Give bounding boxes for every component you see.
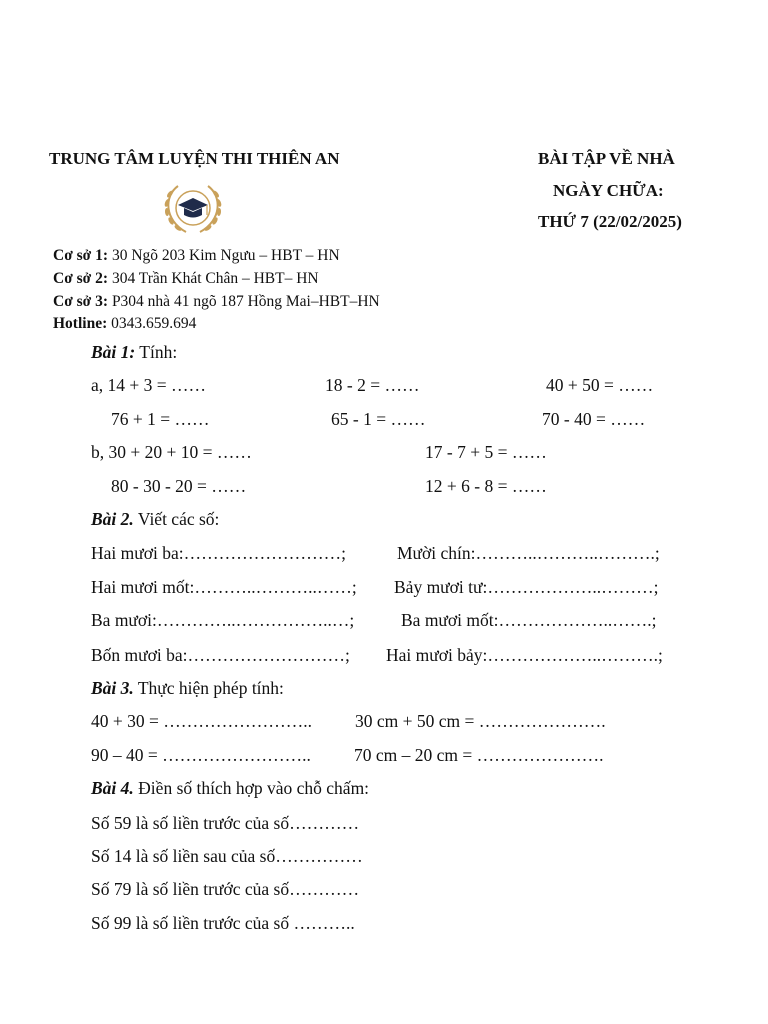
exercise-1-b-4: 12 + 6 - 8 = …… bbox=[425, 476, 547, 496]
exercise-3-item: 30 cm + 50 cm = …………………. bbox=[355, 711, 606, 731]
exercise-2-item: Hai mươi bảy:………………..……….; bbox=[386, 645, 663, 665]
exercise-4-item: Số 99 là số liền trước của số ……….. bbox=[91, 913, 355, 933]
exercise-4-item: Số 79 là số liền trước của số………… bbox=[91, 879, 360, 899]
exercise-3-item: 40 + 30 = …………………….. bbox=[91, 711, 312, 731]
exercise-4-title: Bài 4. Điền số thích hợp vào chỗ chấm: bbox=[91, 778, 370, 798]
exercise-3-item: 70 cm – 20 cm = …………………. bbox=[354, 745, 604, 765]
correction-date-label: NGÀY CHỮA: bbox=[553, 181, 664, 200]
exercise-4-item: Số 59 là số liền trước của số………… bbox=[91, 813, 360, 833]
campus-2-line: Cơ sở 2: 304 Trần Khát Chân – HBT– HN bbox=[53, 270, 319, 287]
exercise-2-item: Ba mươi:…………..……………..…; bbox=[91, 610, 355, 630]
campus-3-line: Cơ sở 3: P304 nhà 41 ngõ 187 Hồng Mai–HBT–HN bbox=[53, 293, 380, 310]
exercise-1-a-6: 70 - 40 = …… bbox=[542, 409, 646, 429]
correction-date: THỨ 7 (22/02/2025) bbox=[538, 212, 682, 231]
exercise-1-a-3: 40 + 50 = …… bbox=[546, 375, 654, 395]
campus-1-line: Cơ sở 1: 30 Ngõ 203 Kim Ngưu – HBT – HN bbox=[53, 247, 340, 264]
exercise-2-title: Bài 2. Viết các số: bbox=[91, 509, 220, 529]
hotline-line: Hotline: 0343.659.694 bbox=[53, 315, 197, 332]
exercise-1-b-2: 17 - 7 + 5 = …… bbox=[425, 442, 547, 462]
exercise-1-a-2: 18 - 2 = …… bbox=[325, 375, 420, 395]
exercise-2-item: Hai mươi ba:………………………; bbox=[91, 543, 346, 563]
exercise-2-item: Mười chín:………..………..……….; bbox=[397, 543, 660, 563]
exercise-4-item: Số 14 là số liền sau của số…………… bbox=[91, 846, 363, 866]
exercise-1-title: Bài 1: Tính: bbox=[91, 342, 178, 362]
center-name: TRUNG TÂM LUYỆN THI THIÊN AN bbox=[49, 149, 340, 168]
exercise-1-b-3: 80 - 30 - 20 = …… bbox=[111, 476, 247, 496]
exercise-2-item: Ba mươi mốt:………………..…….; bbox=[401, 610, 657, 630]
homework-title: BÀI TẬP VỀ NHÀ bbox=[538, 149, 675, 168]
exercise-3-title: Bài 3. Thực hiện phép tính: bbox=[91, 678, 284, 698]
exercise-1-a-1: a, 14 + 3 = …… bbox=[91, 375, 207, 395]
exercise-1-b-1: b, 30 + 20 + 10 = …… bbox=[91, 442, 252, 462]
exercise-1-a-5: 65 - 1 = …… bbox=[331, 409, 426, 429]
exercise-3-item: 90 – 40 = …………………….. bbox=[91, 745, 311, 765]
exercise-2-item: Bảy mươi tư:………………..………; bbox=[394, 577, 659, 597]
exercise-2-item: Hai mươi mốt:………..………..……; bbox=[91, 577, 357, 597]
exercise-1-a-4: 76 + 1 = …… bbox=[111, 409, 210, 429]
exercise-2-item: Bốn mươi ba:………………………; bbox=[91, 645, 350, 665]
laurel-graduation-cap-logo bbox=[158, 178, 228, 238]
